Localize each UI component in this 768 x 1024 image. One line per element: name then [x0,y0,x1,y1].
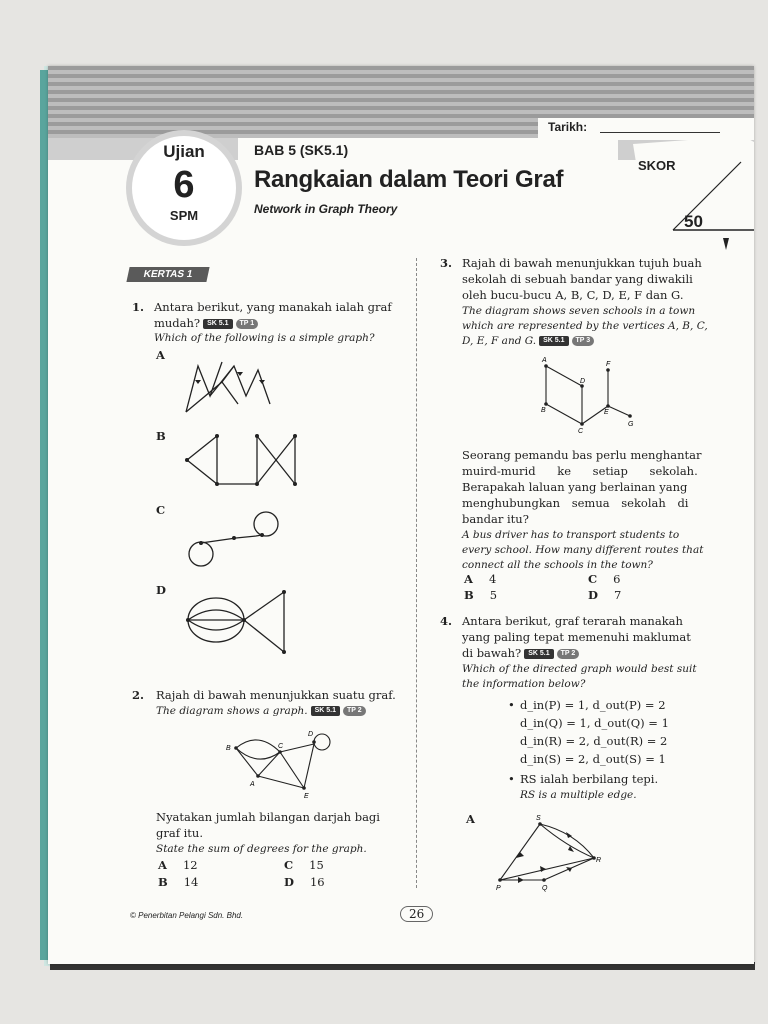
q3-vertex-label: B [541,407,546,414]
q4-edge-note: RS ialah berbilang tepi. [520,772,659,786]
q4-vertex-label: Q [542,885,548,892]
page-number: 26 [400,906,433,922]
q2-vertex-label: C [278,743,284,750]
sk-tag: SK 5.1 [203,319,232,329]
q1-option-b-graph-icon [183,434,303,490]
q4-text-line3: di bawah? SK 5.1 TP 2 [462,646,579,661]
q1-option-b-label[interactable]: B [156,429,166,443]
q2-graph-icon [228,728,338,798]
tp-tag: TP 1 [236,319,259,329]
date-label: Tarikh: [548,120,588,134]
sk-tag: SK 5.1 [524,649,553,659]
q3-graph-icon [536,354,656,434]
q4-option-a-label[interactable]: A [466,812,475,826]
chapter-label: BAB 5 (SK5.1) [254,142,349,158]
q4-bullet-icon: • [508,772,515,786]
tp-tag: TP 2 [343,706,366,716]
score-label: SKOR [638,158,676,173]
q2-text-en: The diagram shows a graph. SK 5.1 TP 2 [156,704,366,718]
q3-body-line3: Berapakah laluan yang berlainan yang [462,480,688,494]
page-subtitle: Network in Graph Theory [254,202,398,216]
q2-answer-a[interactable]: A 12 [158,858,198,872]
q4-text-line2: yang paling tepat memenuhi maklumat [462,630,691,644]
page-title: Rangkaian dalam Teori Graf [254,166,564,193]
q1-text-en: Which of the following is a simple graph? [154,332,375,344]
q4-text-line1: Antara berikut, graf terarah manakah [462,614,683,628]
q2-ask-en: State the sum of degrees for the graph. [156,843,367,855]
q1-text-line1: Antara berikut, yang manakah ialah graf [154,300,392,314]
q3-vertex-label: G [628,421,634,428]
q3-answer-b[interactable]: B 5 [464,588,498,602]
q1-option-d-graph-icon [186,590,296,654]
q3-answer-d[interactable]: D 7 [588,588,622,602]
q3-body-line1: Seorang pemandu bas perlu menghantar [462,448,702,462]
q4-bullet-icon: • [508,698,515,712]
q4-text-en-line1: Which of the directed graph would best suit [462,663,697,675]
q2-text: Rajah di bawah menunjukkan suatu graf. [156,688,396,702]
q1-number: 1. [132,300,145,314]
sk-tag: SK 5.1 [311,706,340,716]
sk-tag: SK 5.1 [539,336,568,346]
q4-condition-r: d_in(R) = 2, d_out(R) = 2 [520,734,668,748]
q2-vertex-label: E [304,793,309,800]
q2-number: 2. [132,688,145,702]
q3-answer-a[interactable]: A 4 [464,572,497,586]
q4-option-a-graph-icon [494,816,604,892]
q3-vertex-label: A [542,357,547,364]
q3-number: 3. [440,256,453,270]
q2-ask-line1: Nyatakan jumlah bilangan darjah bagi [156,810,380,824]
q3-text-line2: sekolah di sebuah bandar yang diwakili [462,272,693,286]
badge-exam: SPM [169,208,199,223]
q3-body-line5: bandar itu? [462,512,529,526]
q3-text-line3: oleh bucu-bucu A, B, C, D, E, F dan G. [462,288,684,302]
q2-answer-c[interactable]: C 15 [284,858,324,872]
test-badge [132,136,236,240]
q4-edge-note-en: RS is a multiple edge. [520,789,637,801]
q4-condition-q: d_in(Q) = 1, d_out(Q) = 1 [520,716,669,730]
q3-body-line2: muird-murid ke setiap sekolah. [462,464,698,478]
q3-body-en-line2: every school. How many different routes that [462,544,704,556]
q1-option-c-graph-icon [186,510,286,568]
q3-body-en-line3: connect all the schools in the town? [462,559,653,571]
q3-vertex-label: C [578,428,584,435]
q4-condition-p: d_in(P) = 1, d_out(P) = 2 [520,698,666,712]
q2-vertex-label: B [226,745,231,752]
q3-answer-c[interactable]: C 6 [588,572,621,586]
q1-option-a-graph-icon [178,356,288,416]
q4-condition-s: d_in(S) = 2, d_out(S) = 1 [520,752,666,766]
q1-text-line2: mudah? SK 5.1 TP 1 [154,316,258,331]
q2-vertex-label: D [308,731,314,738]
q4-vertex-label: S [536,815,541,822]
q3-text-line1: Rajah di bawah menunjukkan tujuh buah [462,256,702,270]
q3-vertex-label: E [604,409,609,416]
badge-label: Ujian [163,142,205,161]
q4-vertex-label: R [596,857,602,864]
q3-vertex-label: D [580,378,586,385]
q3-body-en-line1: A bus driver has to transport students to [462,529,680,541]
worksheet-page [48,66,754,964]
q4-text-en-line2: the information below? [462,678,586,690]
q1-option-d-label[interactable]: D [156,583,166,597]
q1-option-c-label[interactable]: C [156,503,166,517]
q3-text-en-line1: The diagram shows seven schools in a town [462,305,696,317]
score-total: 50 [684,212,703,231]
tp-tag: TP 2 [557,649,580,659]
q3-body-line4: menghubungkan semua sekolah di [462,496,689,510]
q4-vertex-label: P [496,885,501,892]
q2-answer-b[interactable]: B 14 [158,875,199,889]
q2-ask-line2: graf itu. [156,826,203,840]
publisher-credit: © Penerbitan Pelangi Sdn. Bhd. [130,911,244,920]
q3-text-en-line2: which are represented by the vertices A, B, C, [462,320,708,332]
q2-answer-d[interactable]: D 16 [284,875,325,889]
tp-tag: TP 3 [572,336,595,346]
q4-number: 4. [440,614,453,628]
q1-option-a-label[interactable]: A [156,348,165,362]
column-divider [416,258,417,888]
section-label: KERTAS 1 [126,267,209,282]
q3-vertex-label: F [606,361,611,368]
q3-text-en-line3: D, E, F and G. SK 5.1 TP 3 [462,334,594,348]
q2-vertex-label: A [250,781,255,788]
badge-number: 6 [173,164,195,206]
